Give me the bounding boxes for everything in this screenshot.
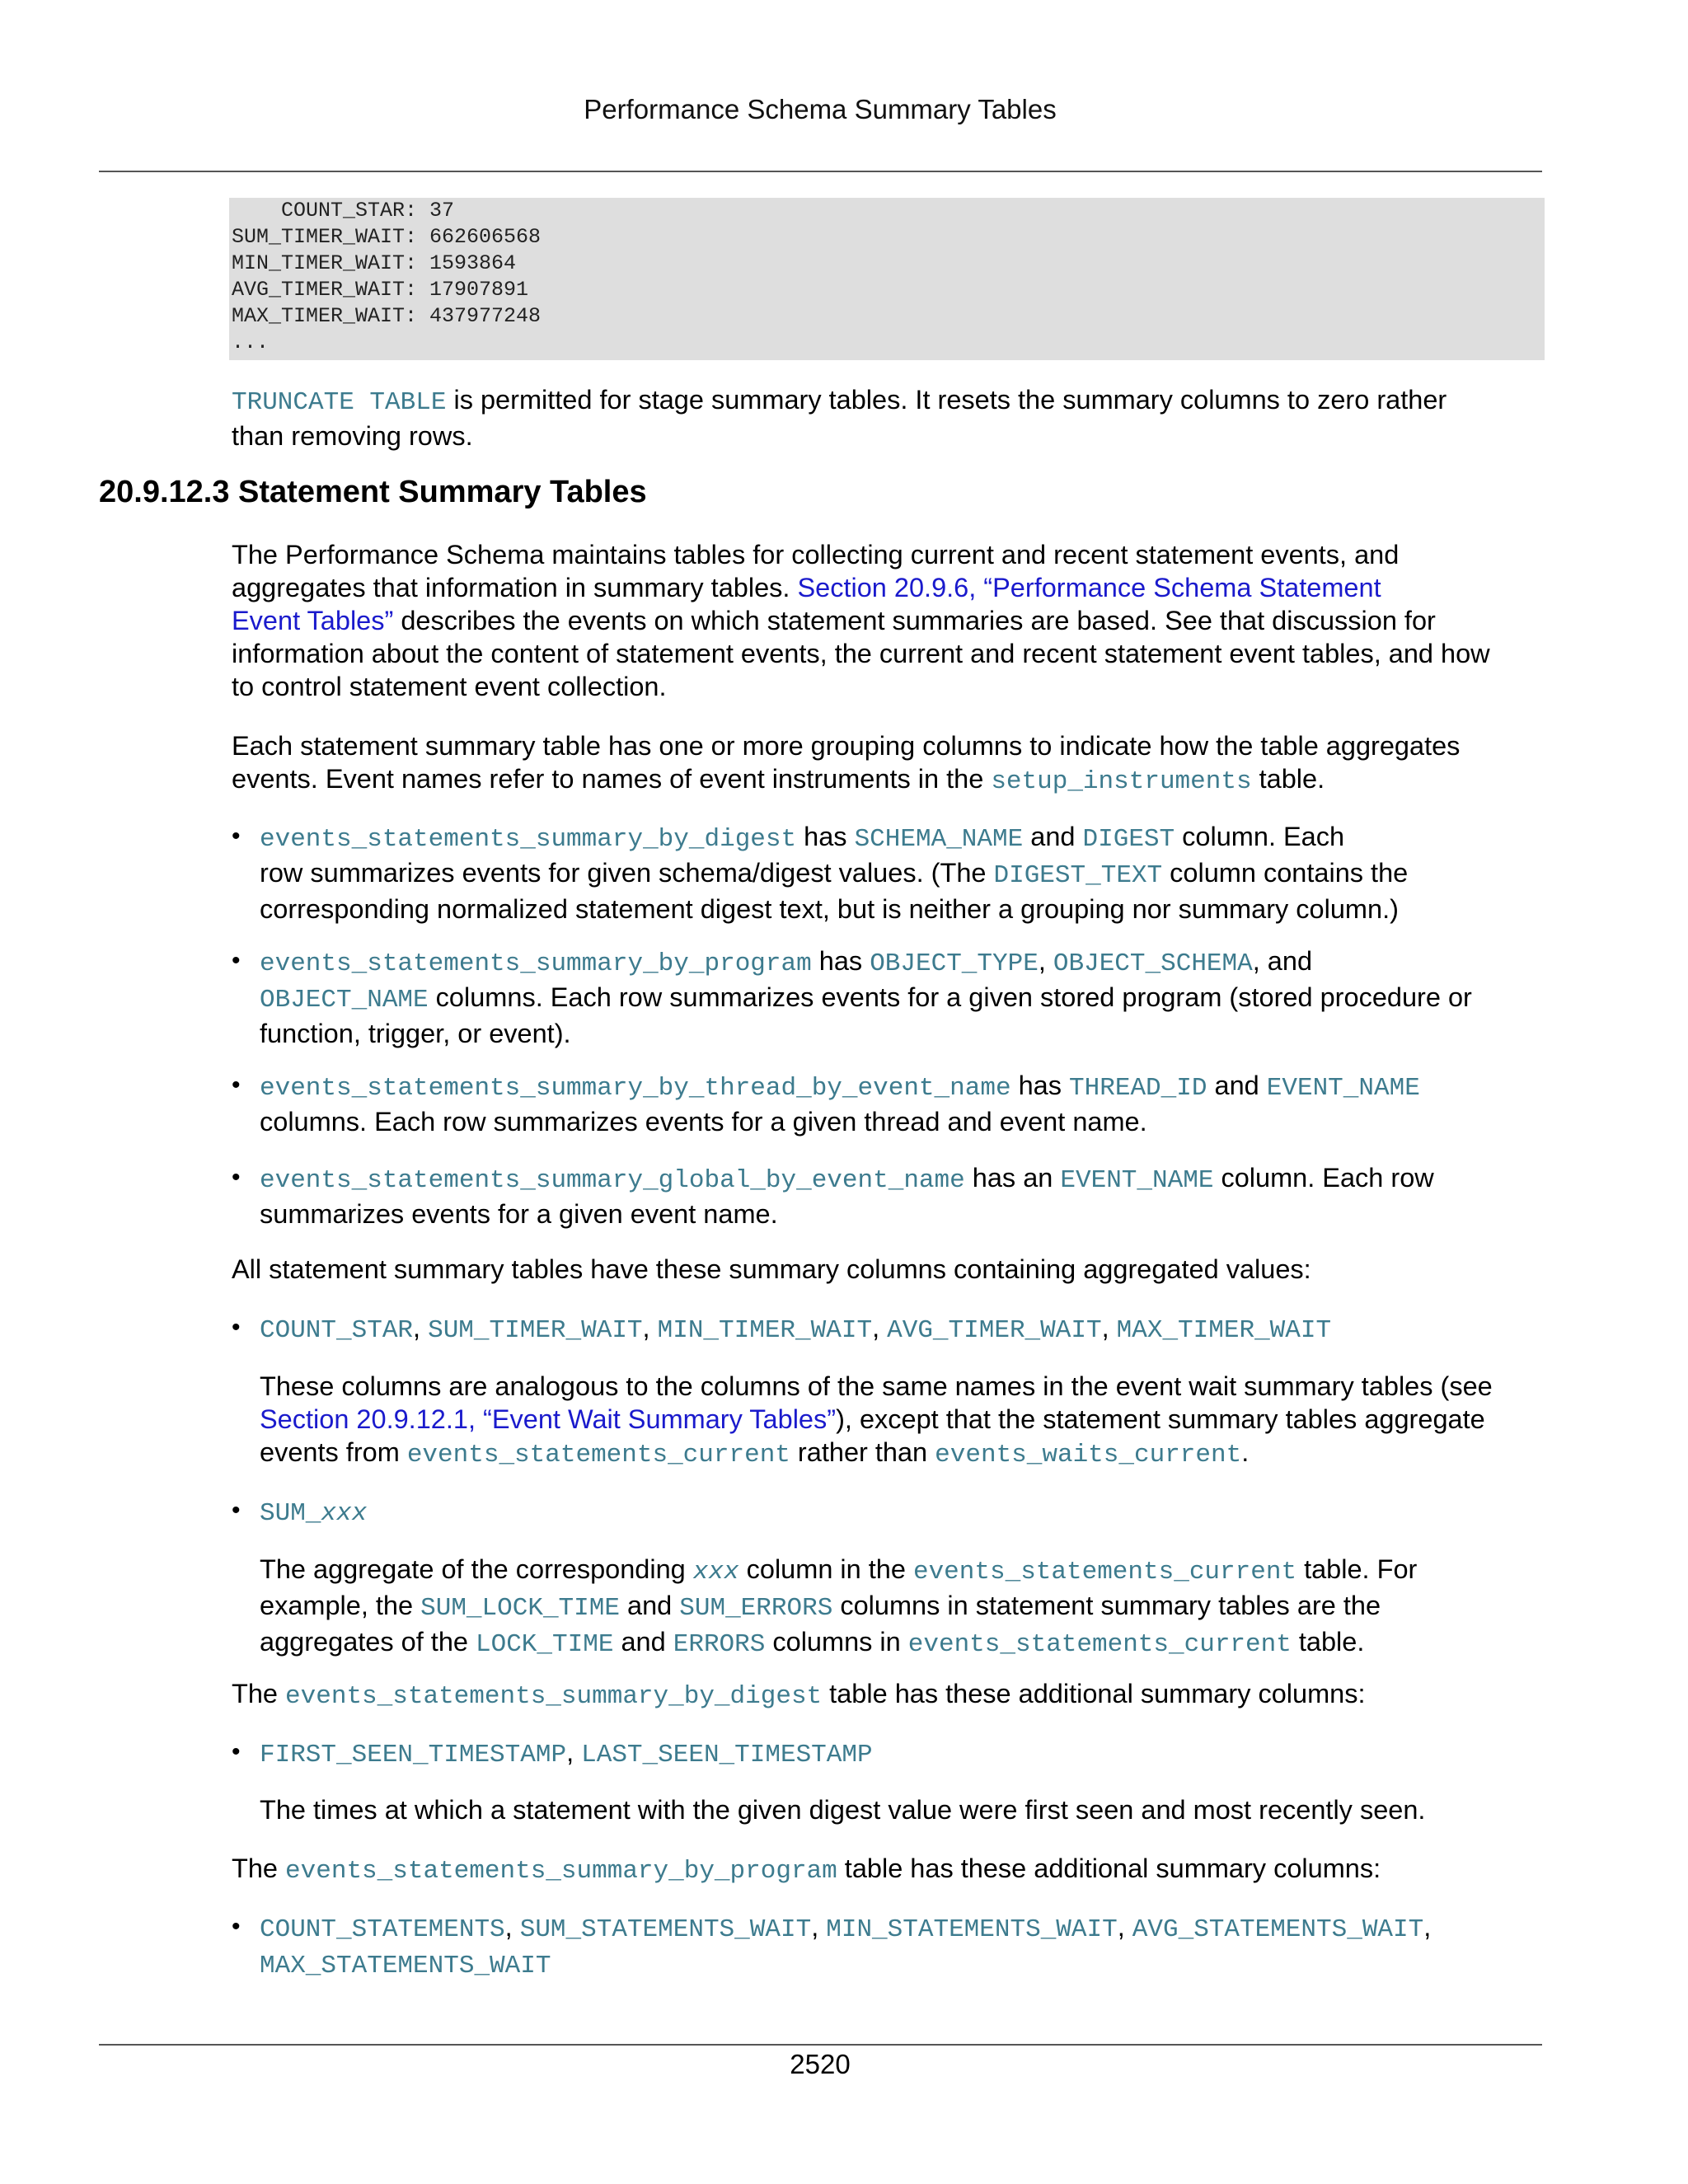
- aggregate-paragraph: The aggregate of the corresponding xxx column in the events_statements_current table. For example, the SUM_LOCK_TIME and SUM_ERRORS columns in statement summary tables are the aggregates of the LOCK_TIME and ERRORS columns in events_statements_current table.: [260, 1554, 1418, 1659]
- digest-extra-paragraph: The events_statements_summary_by_digest table has these additional summary columns:: [232, 1679, 1366, 1711]
- truncate-paragraph: TRUNCATE TABLE is permitted for stage summary tables. It resets the summary columns to zero rather than removing rows.: [232, 385, 1447, 451]
- grouping-paragraph: Each statement summary table has one or more grouping columns to indicate how the table aggregates events. Event names refer to names of event instruments in the setup_instruments table.: [232, 731, 1461, 796]
- code-line: ...: [232, 330, 270, 354]
- bullet-dot: •: [232, 1497, 241, 1524]
- running-header: Performance Schema Summary Tables: [584, 94, 1057, 124]
- bullet-dot: •: [232, 947, 241, 974]
- code-truncate-table: TRUNCATE TABLE: [232, 388, 447, 417]
- section-heading: 20.9.12.3 Statement Summary Tables: [99, 475, 647, 509]
- bullet-dot: •: [232, 1164, 241, 1191]
- footer-rule: [99, 2044, 1542, 2046]
- bullet-dot: •: [232, 1738, 241, 1765]
- bullet-dot: •: [232, 823, 241, 850]
- seen-paragraph: The times at which a statement with the given digest value were first seen and most recently seen.: [260, 1795, 1426, 1825]
- link-section-20-9-6-cont[interactable]: Event Tables”: [232, 606, 394, 635]
- bullet-dot: •: [232, 1913, 241, 1940]
- code-line: AVG_TIMER_WAIT: 17907891: [232, 278, 529, 302]
- code-example: [229, 198, 1545, 360]
- code-line: SUM_TIMER_WAIT: 662606568: [232, 225, 542, 249]
- bullet-dot: •: [232, 1071, 241, 1099]
- intro-paragraph: The Performance Schema maintains tables for collecting current and recent statement events, and aggregates that information in summary tables. Section 20.9.6, “Performance Schema Statement Event Tables” describes the events on which statement summaries are based. See that discussion for information about the content of statement events, the current and recent statement event tables, and how to control statement event collection.: [232, 540, 1490, 701]
- all-summary-paragraph: All statement summary tables have these summary columns containing aggregated values:: [232, 1254, 1311, 1284]
- program-extra-paragraph: The events_statements_summary_by_program table has these additional summary columns:: [232, 1854, 1381, 1886]
- code-line: COUNT_STAR: 37: [232, 199, 455, 223]
- bullet-dot: •: [232, 1314, 241, 1341]
- code-line: MIN_TIMER_WAIT: 1593864: [232, 251, 517, 275]
- page-number: 2520: [790, 2049, 851, 2079]
- code-line: MAX_TIMER_WAIT: 437977248: [232, 304, 542, 328]
- link-section-20-9-12-1[interactable]: Section 20.9.12.1, “Event Wait Summary Tables”: [260, 1404, 837, 1434]
- code-setup-instruments: setup_instruments: [991, 767, 1252, 796]
- analogous-paragraph: These columns are analogous to the columns of the same names in the event wait summary tables (see Section 20.9.12.1, “Event Wait Summary Tables”), except that the statement summary tables aggregate events from events_statements_current rather than events_waits_current.: [260, 1371, 1493, 1469]
- link-section-20-9-6[interactable]: Section 20.9.6, “Performance Schema Statement: [797, 573, 1381, 602]
- header-rule: [99, 171, 1542, 172]
